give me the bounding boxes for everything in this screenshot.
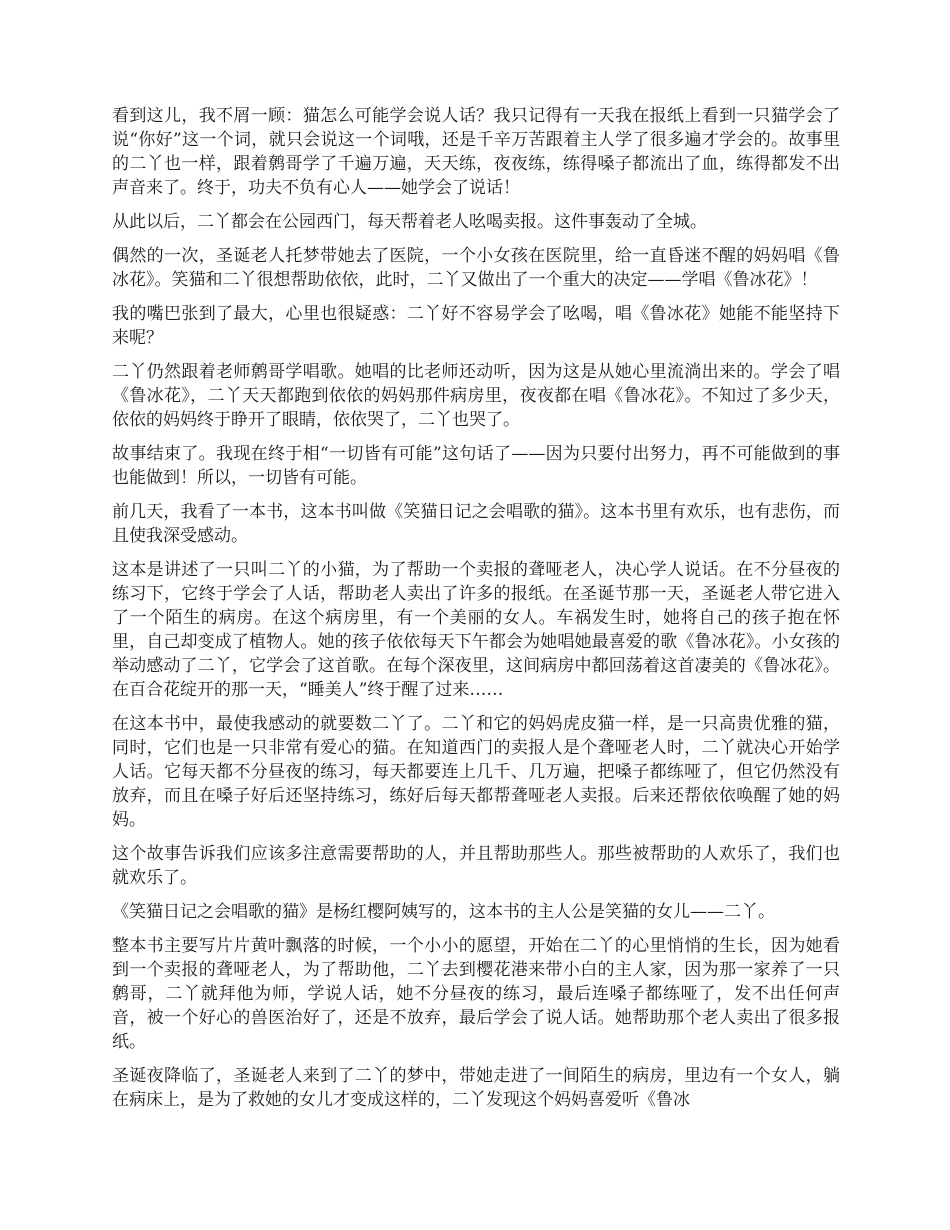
paragraph-6: 故事结束了。我现在终于相“一切皆有可能”这句话了——因为只要付出努力，再不可能做到的事也能做到！所以，一切皆有可能。	[112, 444, 840, 488]
paragraph-1: 看到这儿，我不屑一顾：猫怎么可能学会说人话？我只记得有一天我在报纸上看到一只猫学会了说“你好”这一个词，就只会说这一个词哦，还是千辛万苦跟着主人学了很多遍才学会的。故事里的二丫也一样，跟着鹩哥学了千遍万遍，天天练，夜夜练，练得嗓子都流出了血，练得都发不出声音来了。终于，功夫不负有心人——她学会了说话！	[112, 106, 840, 198]
paragraph-3: 偶然的一次，圣诞老人托梦带她去了医院，一个小女孩在医院里，给一直昏迷不醒的妈妈唱《鲁冰花》。笑猫和二丫很想帮助依依，此时，二丫又做出了一个重大的决定——学唱《鲁冰花》！	[112, 246, 840, 290]
paragraph-8: 这本是讲述了一只叫二丫的小猫，为了帮助一个卖报的聋哑老人，决心学人说话。在不分昼夜的练习下，它终于学会了人话，帮助老人卖出了许多的报纸。在圣诞节那一天，圣诞老人带它进入了一个陌生的病房。在这个病房里，有一个美丽的女人。车祸发生时，她将自己的孩子抱在怀里，自己却变成了植物人。她的孩子依依每天下午都会为她唱她最喜爱的歌《鲁冰花》。小女孩的举动感动了二丫，它学会了这首歌。在每个深夜里，这间病房中都回荡着这首凄美的《鲁冰花》。在百合花绽开的那一天，“睡美人”终于醒了过来……	[112, 560, 840, 700]
document-body	[112, 104, 840, 1122]
paragraph-13: 圣诞夜降临了，圣诞老人来到了二丫的梦中，带她走进了一间陌生的病房，里边有一个女人，躺在病床上，是为了救她的女儿才变成这样的，二丫发现这个妈妈喜爱听《鲁冰	[112, 1066, 840, 1110]
paragraph-7: 前几天，我看了一本书，这本书叫做《笑猫日记之会唱歌的猫》。这本书里有欢乐，也有悲伤，而且使我深受感动。	[112, 502, 840, 546]
paragraph-5: 二丫仍然跟着老师鹩哥学唱歌。她唱的比老师还动听，因为这是从她心里流淌出来的。学会了唱《鲁冰花》，二丫天天都跑到依依的妈妈那件病房里，夜夜都在唱《鲁冰花》。不知过了多少天，依依的妈妈终于睁开了眼睛，依依哭了，二丫也哭了。	[112, 362, 840, 430]
paragraph-11: 《笑猫日记之会唱歌的猫》是杨红樱阿姨写的，这本书的主人公是笑猫的女儿——二丫。	[112, 902, 775, 922]
paragraph-4: 我的嘴巴张到了最大，心里也很疑惑：二丫好不容易学会了吆喝，唱《鲁冰花》她能不能坚持下来呢？	[112, 304, 840, 348]
paragraph-12: 整本书主要写片片黄叶飘落的时候，一个小小的愿望，开始在二丫的心里悄悄的生长，因为她看到一个卖报的聋哑老人，为了帮助他，二丫去到樱花港来带小白的主人家，因为那一家养了一只鹩哥，二丫就拜他为师，学说人话，她不分昼夜的练习，最后连嗓子都练哑了，发不出任何声音，被一个好心的兽医治好了，还是不放弃，最后学会了说人话。她帮助那个老人卖出了很多报纸。	[112, 936, 840, 1052]
paragraph-9: 在这本书中，最使我感动的就要数二丫了。二丫和它的妈妈虎皮猫一样，是一只高贵优雅的猫，同时，它们也是一只非常有爱心的猫。在知道西门的卖报人是个聋哑老人时，二丫就决心开始学人话。它每天都不分昼夜的练习，每天都要连上几千、几万遍，把嗓子都练哑了，但它仍然没有放弃，而且在嗓子好后还坚持练习，练好后每天都帮聋哑老人卖报。后来还帮依依唤醒了她的妈妈。	[112, 714, 840, 830]
paragraph-10: 这个故事告诉我们应该多注意需要帮助的人，并且帮助那些人。那些被帮助的人欢乐了，我们也就欢乐了。	[112, 844, 840, 888]
paragraph-2: 从此以后，二丫都会在公园西门，每天帮着老人吆喝卖报。这件事轰动了全城。	[112, 212, 707, 232]
